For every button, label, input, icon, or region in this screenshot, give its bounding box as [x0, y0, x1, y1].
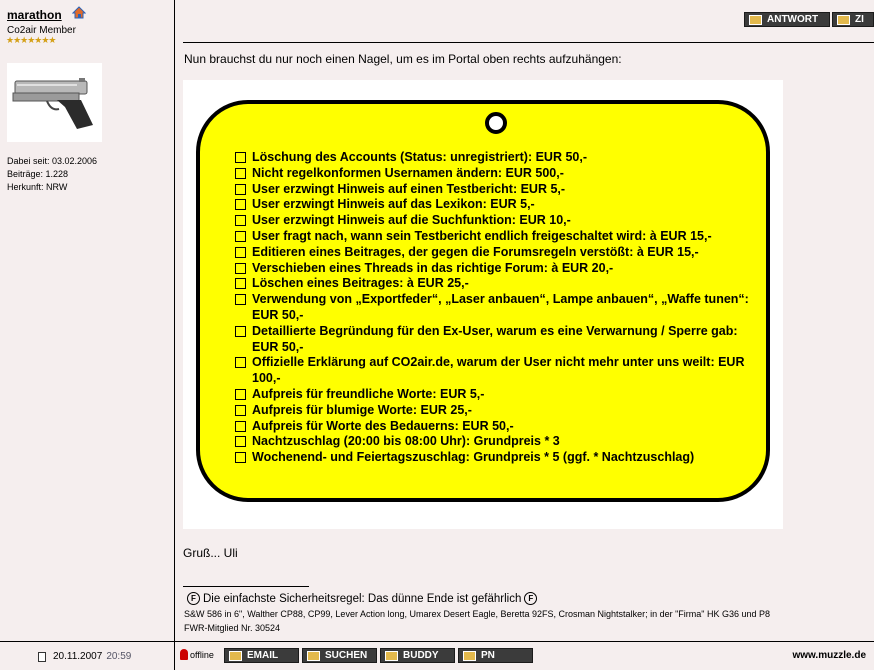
avatar: [7, 63, 102, 142]
tag-hole: [485, 112, 507, 134]
price-item: [235, 150, 755, 166]
email-icon: [229, 651, 242, 661]
online-status: offline: [180, 649, 214, 660]
footer-separator: [174, 642, 175, 670]
price-item: [235, 245, 755, 261]
signature-line-3: FWR-Mitglied Nr. 30524: [184, 623, 281, 633]
post-footer: [0, 641, 874, 669]
price-item-text: Nachtzuschlag (20:00 bis 08:00 Uhr): Grundpreis * 3: [252, 434, 560, 449]
price-item-text: User erzwingt Hinweis auf das Lexikon: EUR 5,-: [252, 197, 535, 212]
safety-icon: F: [187, 592, 200, 605]
price-item-text: User erzwingt Hinweis auf einen Testbericht: EUR 5,-: [252, 181, 566, 196]
price-list: [235, 150, 755, 466]
signature-divider: [183, 586, 309, 587]
site-link[interactable]: www.muzzle.de: [792, 650, 866, 661]
price-item: [235, 434, 755, 450]
checkbox-icon: [235, 436, 246, 447]
post-panel: [175, 0, 874, 641]
pn-button[interactable]: PN: [458, 648, 533, 663]
price-item: [235, 419, 755, 435]
price-item-text: Löschung des Accounts (Status: unregistriert): EUR 50,-: [252, 150, 587, 164]
price-item: [235, 182, 755, 198]
checkbox-icon: [235, 231, 246, 242]
post-count: Beiträge: 1.228: [7, 169, 69, 179]
price-item-text: Aufpreis für blumige Worte: EUR 25,-: [252, 402, 472, 417]
price-item: [235, 387, 755, 403]
price-item: [235, 197, 755, 213]
price-tag: [196, 100, 770, 502]
price-item-text: Wochenend- und Feiertagszuschlag: Grundpreis * 5 (ggf. * Nachtzuschlag): [252, 450, 695, 465]
safety-icon: F: [524, 592, 537, 605]
rank-stars: ★★★★★★★: [6, 35, 56, 45]
price-item: [235, 213, 755, 229]
price-item: [235, 229, 755, 245]
checkbox-icon: [235, 294, 246, 305]
price-item: [235, 355, 755, 387]
pistol-icon: [7, 63, 102, 142]
checkbox-icon: [235, 184, 246, 195]
user-origin: Herkunft: NRW: [7, 182, 68, 192]
post-date: 20.11.2007 20:59: [38, 651, 131, 662]
checkbox-icon: [235, 152, 246, 163]
search-icon: [307, 651, 320, 661]
checkbox-icon: [235, 452, 246, 463]
price-item-text: Löschen eines Beitrages: à EUR 25,-: [252, 276, 469, 291]
pencil-icon: [749, 15, 762, 25]
checkbox-icon: [235, 421, 246, 432]
price-item: [235, 276, 755, 292]
checkbox-icon: [235, 168, 246, 179]
price-item-text: User fragt nach, wann sein Testbericht endlich freigeschaltet wird: à EUR 15,-: [252, 228, 712, 243]
price-item-text: Editieren eines Beitrages, der gegen die Forumsregeln verstößt: à EUR 15,-: [252, 244, 699, 259]
price-item: [235, 403, 755, 419]
search-button[interactable]: SUCHEN: [302, 648, 377, 663]
price-item-text: Verschieben eines Threads in das richtige Forum: à EUR 20,-: [252, 260, 614, 275]
checkbox-icon: [235, 326, 246, 337]
signature-text: Die einfachste Sicherheitsregel: Das dünne Ende ist gefährlich: [203, 592, 522, 605]
checkbox-icon: [235, 405, 246, 416]
quote-icon: [837, 15, 850, 25]
price-item: [235, 261, 755, 277]
price-item-text: Nicht regelkonformen Usernamen ändern: EUR 500,-: [252, 165, 564, 180]
checkbox-icon: [235, 263, 246, 274]
post-divider: [183, 42, 874, 43]
checkbox-icon: [235, 215, 246, 226]
home-icon[interactable]: [72, 6, 86, 19]
price-item-text: Aufpreis für Worte des Bedauerns: EUR 50,-: [252, 418, 514, 433]
buddy-button[interactable]: BUDDY: [380, 648, 455, 663]
signature-line-2: S&W 586 in 6", Walther CP88, CP99, Lever Action long, Umarex Desert Eagle, Beretta 92FS, Crosman Nightstalker; in der "Firma" HK G36 und P8: [184, 609, 771, 619]
signature-line-1: [184, 592, 540, 605]
price-item-text: User erzwingt Hinweis auf die Suchfunktion: EUR 10,-: [252, 213, 571, 228]
username-link[interactable]: marathon: [7, 8, 62, 22]
price-item-text: Detaillierte Begründung für den Ex-User, warum es eine Verwarnung / Sperre gab: EUR 50,-: [252, 323, 738, 354]
author-panel: [0, 0, 175, 641]
post-toolbar: [744, 12, 874, 30]
offline-icon: [180, 649, 188, 660]
greeting: Gruß... Uli: [183, 546, 238, 560]
price-item-text: Verwendung von „Exportfeder“, „Laser anbauen“, Lampe anbauen“, „Waffe tunen“: EUR 50,-: [252, 292, 749, 322]
price-item: [235, 324, 755, 356]
price-item: [235, 166, 755, 182]
join-date: Dabei seit: 03.02.2006: [7, 156, 98, 166]
price-item-text: Aufpreis für freundliche Worte: EUR 5,-: [252, 386, 485, 401]
price-item-text: Offizielle Erklärung auf CO2air.de, warum der User nicht mehr unter uns weilt: EUR 100,-: [252, 355, 745, 386]
price-item: [235, 450, 755, 466]
email-button[interactable]: EMAIL: [224, 648, 299, 663]
reply-button[interactable]: ANTWORT: [744, 12, 830, 27]
buddy-icon: [385, 651, 398, 661]
checkbox-icon: [235, 278, 246, 289]
post-text: Nun brauchst du nur noch einen Nagel, um es im Portal oben rechts aufzuhängen:: [184, 52, 622, 66]
quote-button[interactable]: ZI: [832, 12, 874, 27]
price-sign-image: [183, 80, 783, 529]
user-rank: Co2air Member: [7, 25, 76, 36]
message-icon: [463, 651, 476, 661]
post-icon: [38, 652, 46, 662]
checkbox-icon: [235, 247, 246, 258]
price-item: [235, 292, 755, 324]
footer-buttons: [224, 648, 536, 666]
checkbox-icon: [235, 199, 246, 210]
checkbox-icon: [235, 357, 246, 368]
checkbox-icon: [235, 389, 246, 400]
